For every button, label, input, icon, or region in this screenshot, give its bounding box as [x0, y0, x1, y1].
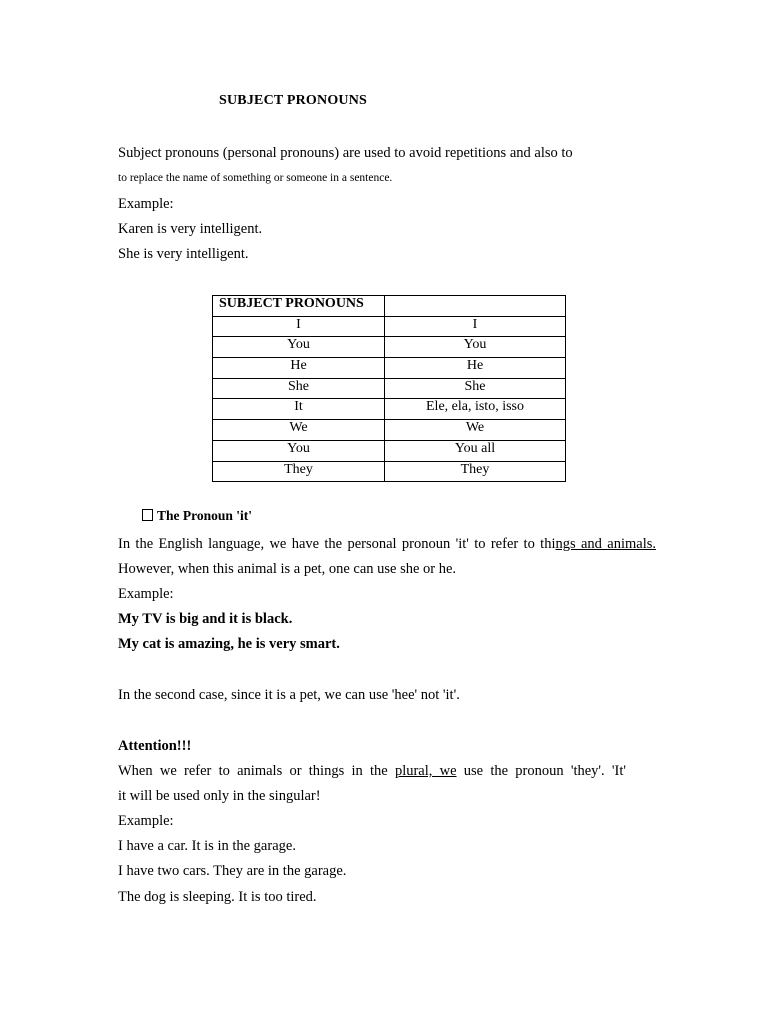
attention-line-2: it will be used only in the singular!: [118, 788, 321, 804]
intro-line-1: Subject pronouns (personal pronouns) are used to avoid repetitions and also to: [118, 145, 573, 161]
intro-example-label: Example:: [118, 196, 174, 212]
table-cell: She: [213, 378, 385, 399]
attention-example-2: I have two cars. They are in the garage.: [118, 863, 347, 879]
attention-text-underlined: plural, we: [394, 763, 457, 779]
section-heading-it: [142, 508, 252, 524]
it-example-1: My TV is big and it is black.: [118, 611, 293, 627]
table-cell: You: [213, 337, 385, 358]
table-cell: You: [213, 440, 385, 461]
attention-example-3: The dog is sleeping. It is too tired.: [118, 889, 317, 905]
attention-heading: Attention!!!: [118, 738, 192, 754]
table-cell: They: [385, 461, 566, 482]
it-paragraph-line-1: [118, 535, 656, 553]
table-row: [213, 461, 566, 482]
table-cell: He: [385, 358, 566, 379]
table-cell: It: [213, 399, 385, 420]
table-cell: You all: [385, 440, 566, 461]
table-row: [213, 337, 566, 358]
table-cell: We: [385, 420, 566, 441]
intro-line-2: to replace the name of something or someone in a sentence.: [118, 172, 393, 184]
table-row: [213, 399, 566, 420]
table-row: [213, 316, 566, 337]
it-example-label: Example:: [118, 586, 174, 602]
attention-line-1: [118, 762, 626, 780]
table-cell: Ele, ela, isto, isso: [385, 399, 566, 420]
table-row: [213, 440, 566, 461]
table-cell: She: [385, 378, 566, 399]
table-cell: I: [213, 316, 385, 337]
it-paragraph-line-2: However, when this animal is a pet, one can use she or he.: [118, 561, 457, 577]
attention-example-1: I have a car. It is in the garage.: [118, 838, 296, 854]
table-cell: I: [385, 316, 566, 337]
table-header-cell: [385, 296, 566, 317]
section-heading-text: The Pronoun 'it': [157, 508, 253, 523]
table-cell: He: [213, 358, 385, 379]
intro-example-2: She is very intelligent.: [118, 246, 249, 262]
table-header-cell: SUBJECT PRONOUNS: [213, 296, 385, 317]
it-example-2: My cat is amazing, he is very smart.: [118, 636, 340, 652]
checkbox-bullet-icon: [142, 509, 153, 521]
table-cell: We: [213, 420, 385, 441]
page-title: SUBJECT PRONOUNS: [219, 93, 368, 108]
it-note: In the second case, since it is a pet, we can use 'hee' not 'it'.: [118, 687, 460, 703]
table-cell: You: [385, 337, 566, 358]
pronouns-table: [212, 295, 566, 482]
it-paragraph-underlined: ngs and animals.: [555, 536, 656, 552]
table-row: [213, 378, 566, 399]
attention-example-label: Example:: [118, 813, 174, 829]
it-paragraph-text: In the English language, we have the personal pronoun 'it' to refer to thi: [118, 536, 556, 552]
attention-text-c: use the pronoun 'they'. 'It': [456, 763, 626, 779]
table-cell: They: [213, 461, 385, 482]
table-row: [213, 358, 566, 379]
table-row: [213, 420, 566, 441]
intro-example-1: Karen is very intelligent.: [118, 221, 263, 237]
table-header-row: [213, 296, 566, 317]
attention-text-a: When we refer to animals or things in the: [118, 763, 395, 779]
